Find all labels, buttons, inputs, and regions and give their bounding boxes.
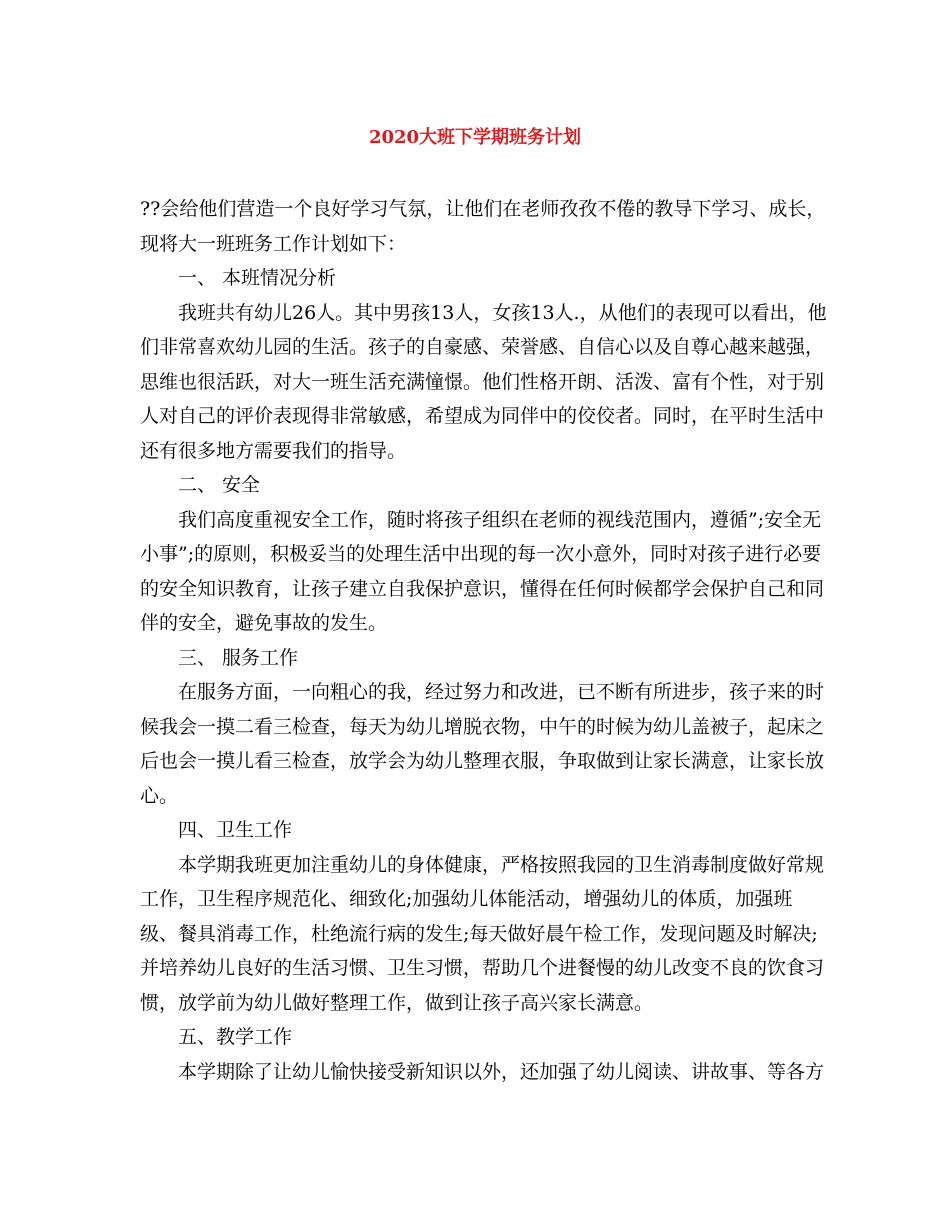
section-heading-hygiene: 四、卫生工作 xyxy=(178,819,293,841)
paragraph-class-analysis: 我班共有幼儿26人。其中男孩13人，女孩13人.，从他们的表现可以看出，他们非常喜欢幼儿园的生活。孩子的自豪感、荣誉感、自信心以及自尊心越来越强，思维也很活跃，对大一班生活充满憧憬。他们性格开朗、活泼、富有个性，对于别人对自己的评价表现得非常敏感，希望成为同伴中的佼佼者。同时，在平时生活中还有很多地方需要我们的指导。 xyxy=(140,301,827,462)
intro-paragraph: ??会给他们营造一个良好学习气氛，让他们在老师孜孜不倦的教导下学习、成长，现将大一班班务工作计划如下： xyxy=(140,198,826,255)
paragraph-service: 在服务方面，一向粗心的我，经过努力和改进，已不断有所进步，孩子来的时候我会一摸二看三检查，每天为幼儿增脱衣物，中午的时候为幼儿盖被子，起床之后也会一摸儿看三检查，放学会为幼儿整理衣服，争取做到让家长满意，让家长放心。 xyxy=(140,681,825,807)
document-body xyxy=(140,192,828,1089)
section-heading-teaching: 五、教学工作 xyxy=(178,1026,293,1048)
document-title: 2020大班下学期班务计划 xyxy=(368,127,582,148)
paragraph-hygiene: 本学期我班更加注重幼儿的身体健康，严格按照我园的卫生消毒制度做好常规工作，卫生程序规范化、细致化;加强幼儿体能活动，增强幼儿的体质，加强班级、餐具消毒工作，杜绝流行病的发生;每天做好晨午检工作，发现问题及时解决;并培养幼儿良好的生活习惯、卫生习惯，帮助几个进餐慢的幼儿改变不良的饮食习惯，放学前为幼儿做好整理工作，做到让孩子高兴家长满意。 xyxy=(140,853,825,1014)
section-heading-class-analysis: 一、 本班情况分析 xyxy=(178,267,337,289)
section-heading-service: 三、 服务工作 xyxy=(178,646,299,669)
paragraph-teaching: 本学期除了让幼儿愉快接受新知识以外，还加强了幼儿阅读、讲故事、等各方 xyxy=(178,1060,825,1083)
section-heading-safety: 二、 安全 xyxy=(178,474,261,496)
paragraph-safety: 我们高度重视安全工作，随时将孩子组织在老师的视线范围内，遵循”;安全无小事”;的原则，积极妥当的处理生活中出现的每一次小意外，同时对孩子进行必要的安全知识教育，让孩子建立自我保护意识，懂得在任何时候都学会保护自己和同伴的安全，避免事故的发生。 xyxy=(140,508,825,634)
